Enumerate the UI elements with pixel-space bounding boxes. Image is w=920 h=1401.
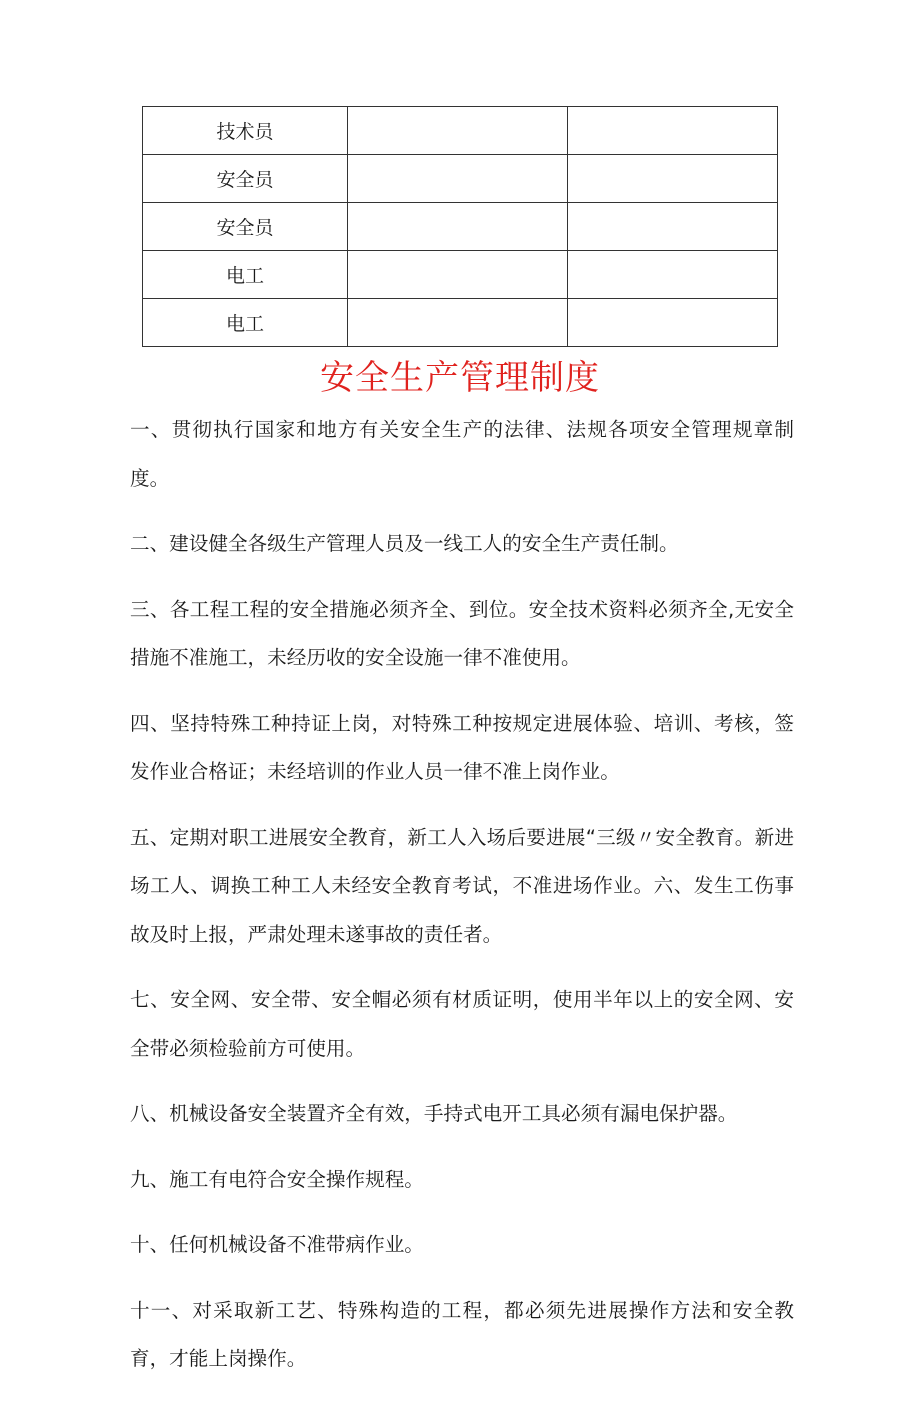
role-cell: 安全员 — [143, 203, 348, 251]
rule-item: 十一、对采取新工艺、特殊构造的工程，都必须先进展操作方法和安全教育，才能上岗操作。 — [130, 1298, 794, 1370]
table-row — [143, 107, 778, 155]
signature-cell — [568, 107, 778, 155]
name-cell — [348, 107, 568, 155]
signature-cell — [568, 155, 778, 203]
signature-cell — [568, 251, 778, 299]
name-cell — [348, 299, 568, 347]
rule-item: 一、贯彻执行国家和地方有关安全生产的法律、法规各项安全管理规章制度。 — [130, 418, 794, 490]
rule-item: 七、安全网、安全带、安全帽必须有材质证明，使用半年以上的安全网、安全带必须检验前方可使用。 — [130, 988, 794, 1060]
table-row — [143, 299, 778, 347]
name-cell — [348, 155, 568, 203]
role-cell: 电工 — [143, 251, 348, 299]
role-cell: 安全员 — [143, 155, 348, 203]
table-row — [143, 251, 778, 299]
rule-item: 五、定期对职工进展安全教育，新工人入场后要进展“三级〃安全教育。新进场工人、调换工种工人未经安全教育考试，不准进场作业。六、发生工伤事故及时上报，严肃处理未遂事故的责任者。 — [130, 825, 794, 946]
table-row — [143, 203, 778, 251]
rule-item: 二、建设健全各级生产管理人员及一线工人的安全生产责任制。 — [130, 532, 679, 555]
role-cell: 技术员 — [143, 107, 348, 155]
rule-item: 八、机械设备安全装置齐全有效，手持式电开工具必须有漏电保护器。 — [130, 1102, 738, 1125]
personnel-table — [142, 106, 778, 347]
rule-item: 四、坚持特殊工种持证上岗，对特殊工种按规定进展体验、培训、考核，签发作业合格证；未经培训的作业人员一律不准上岗作业。 — [130, 711, 794, 783]
rule-item: 十、任何机械设备不准带病作业。 — [130, 1233, 424, 1256]
rule-item: 九、施工有电符合安全操作规程。 — [130, 1167, 424, 1191]
signature-cell — [568, 203, 778, 251]
table-row — [143, 155, 778, 203]
rule-item: 三、各工程工程的安全措施必须齐全、到位。安全技术资料必须齐全,无安全措施不准施工，未经历收的安全设施一律不准使用。 — [130, 597, 794, 669]
document-title: 安全生产管理制度 — [320, 358, 600, 398]
name-cell — [348, 251, 568, 299]
name-cell — [348, 203, 568, 251]
signature-cell — [568, 299, 778, 347]
rules-list — [130, 406, 794, 1401]
role-cell: 电工 — [143, 299, 348, 347]
